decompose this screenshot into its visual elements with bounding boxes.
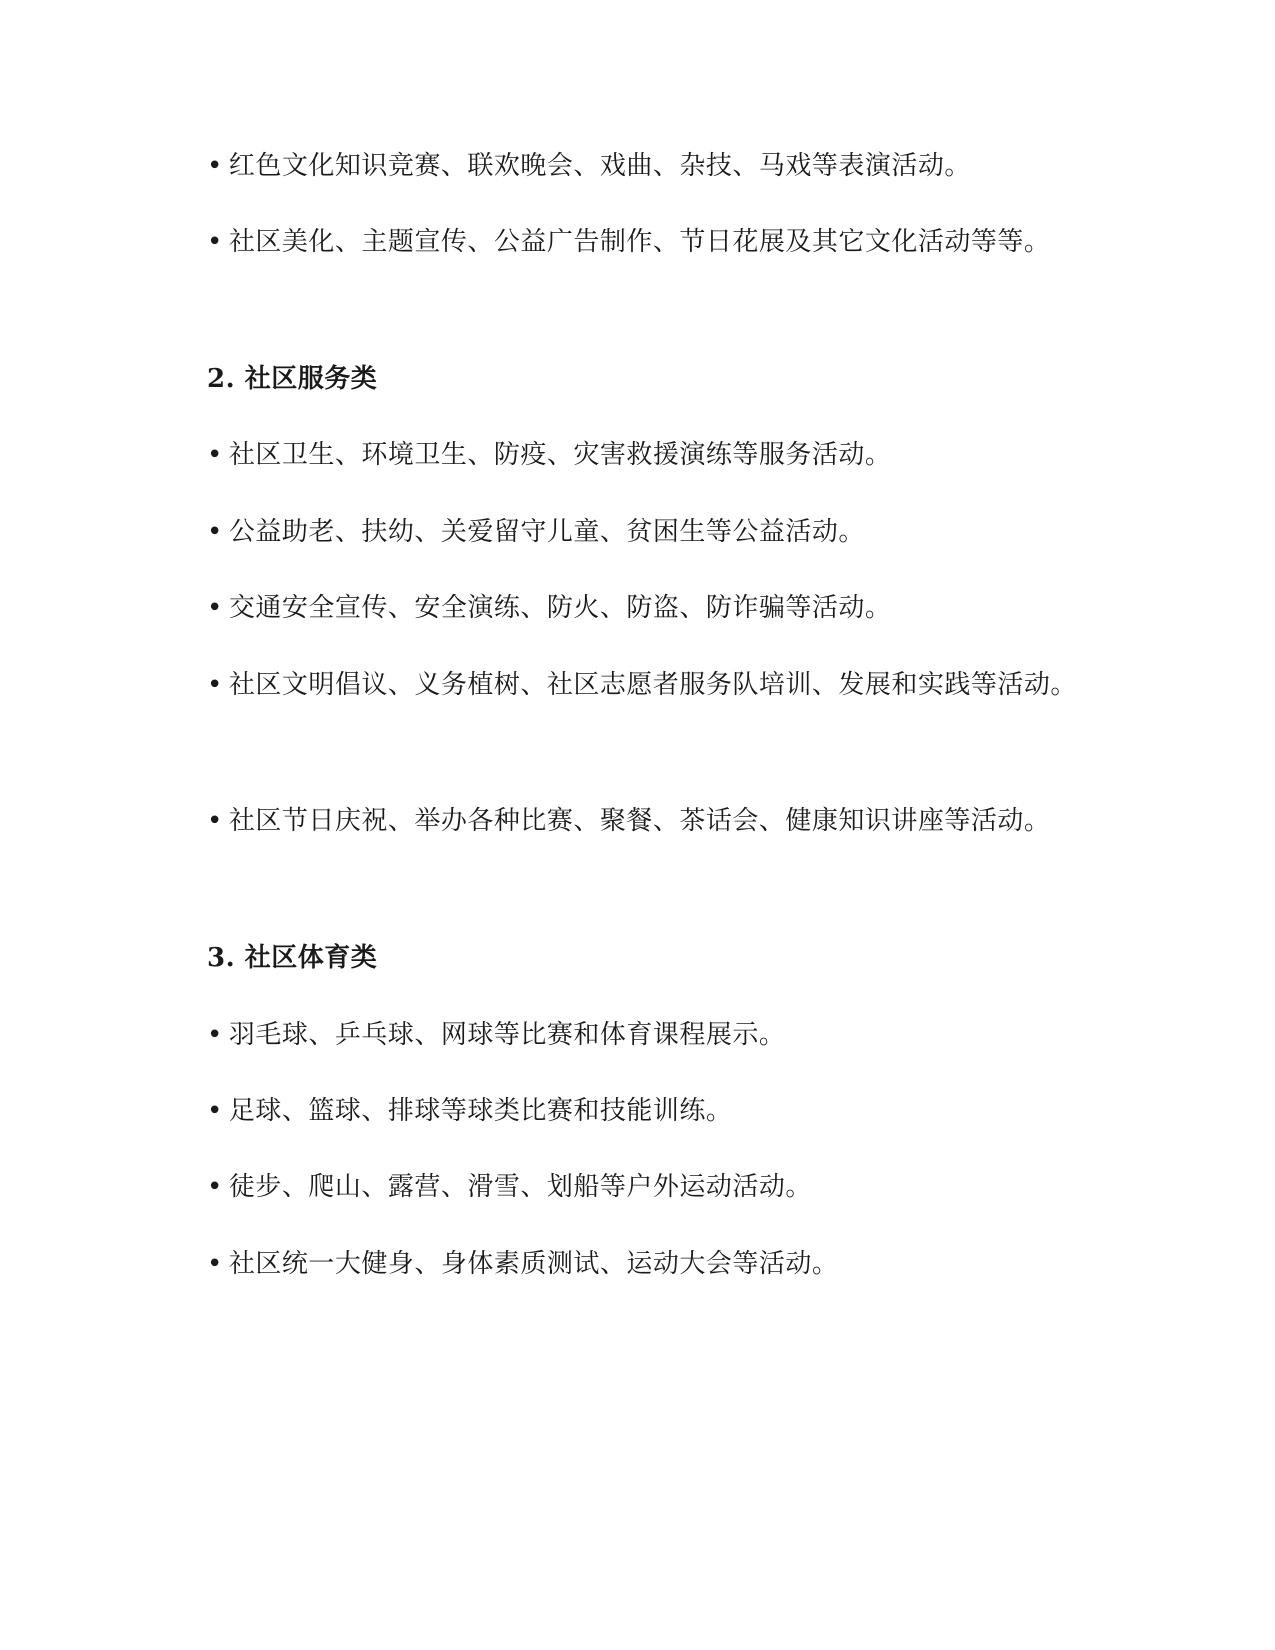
- bullet-marker: •: [207, 670, 223, 700]
- list-item-text: 足球、篮球、排球等球类比赛和技能训练。: [228, 1096, 733, 1126]
- bullet-marker: •: [207, 227, 223, 257]
- list-item: [150, 1148, 1100, 1227]
- list-item-text: 社区节日庆祝、举办各种比赛、聚餐、茶话会、健康知识讲座等活动。: [228, 806, 1051, 836]
- list-item: [150, 1225, 1100, 1304]
- list-item-text: 社区文明倡议、义务植树、社区志愿者服务队培训、发展和实践等活动。: [228, 670, 1077, 700]
- list-item-text: 徒步、爬山、露营、滑雪、划船等户外运动活动。: [228, 1172, 812, 1202]
- list-item-text: 红色文化知识竞赛、联欢晚会、戏曲、杂技、马戏等表演活动。: [228, 151, 971, 181]
- list-item: [150, 569, 1100, 648]
- bullet-marker: •: [207, 1249, 223, 1279]
- bullet-marker: •: [207, 593, 223, 623]
- list-item-text: 社区统一大健身、身体素质测试、运动大会等活动。: [228, 1249, 839, 1279]
- list-item-text: 公益助老、扶幼、关爱留守儿童、贫困生等公益活动。: [228, 517, 865, 547]
- list-item-text: 羽毛球、乒乓球、网球等比赛和体育课程展示。: [228, 1020, 786, 1050]
- bullet-marker: •: [207, 1020, 223, 1050]
- list-item: [150, 782, 1100, 861]
- list-item: [150, 1072, 1100, 1151]
- section-heading: 3. 社区体育类: [207, 943, 378, 973]
- bullet-marker: •: [207, 517, 223, 547]
- list-item: [150, 203, 1100, 282]
- list-item: [150, 646, 1100, 725]
- list-item-text: 交通安全宣传、安全演练、防火、防盗、防诈骗等活动。: [228, 593, 892, 623]
- section-heading: 2. 社区服务类: [207, 364, 378, 394]
- list-item-text: 社区卫生、环境卫生、防疫、灾害救援演练等服务活动。: [228, 440, 892, 470]
- bullet-marker: •: [207, 440, 223, 470]
- list-item: [150, 127, 1100, 206]
- bullet-marker: •: [207, 151, 223, 181]
- list-item: [150, 416, 1100, 495]
- bullet-marker: •: [207, 1096, 223, 1126]
- list-item-text: 社区美化、主题宣传、公益广告制作、节日花展及其它文化活动等等。: [228, 227, 1051, 257]
- bullet-marker: •: [207, 1172, 223, 1202]
- bullet-marker: •: [207, 806, 223, 836]
- list-item: [150, 996, 1100, 1075]
- list-item: [150, 493, 1100, 572]
